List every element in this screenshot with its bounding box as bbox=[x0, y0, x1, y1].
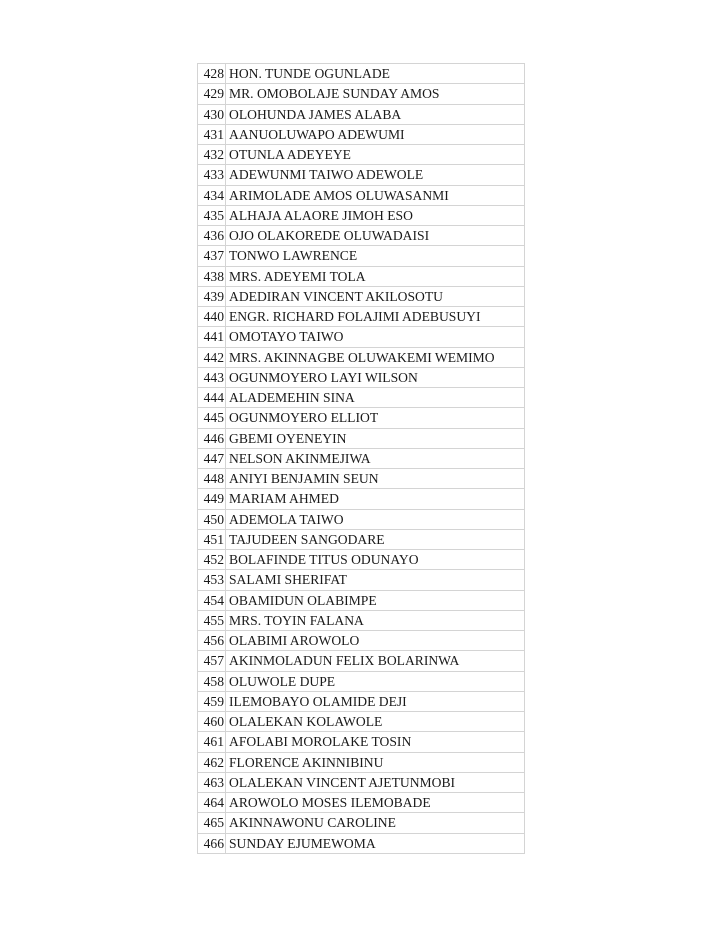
row-number: 451 bbox=[198, 529, 226, 549]
table-row bbox=[198, 64, 525, 84]
row-number: 430 bbox=[198, 104, 226, 124]
row-number: 453 bbox=[198, 570, 226, 590]
row-name: ANIYI BENJAMIN SEUN bbox=[226, 469, 525, 489]
name-list-body bbox=[198, 64, 525, 854]
row-number: 460 bbox=[198, 712, 226, 732]
row-name: OBAMIDUN OLABIMPE bbox=[226, 590, 525, 610]
row-name: SALAMI SHERIFAT bbox=[226, 570, 525, 590]
row-number: 450 bbox=[198, 509, 226, 529]
row-name: OLABIMI AROWOLO bbox=[226, 631, 525, 651]
row-number: 446 bbox=[198, 428, 226, 448]
table-row bbox=[198, 428, 525, 448]
row-name: SUNDAY EJUMEWOMA bbox=[226, 833, 525, 853]
table-row bbox=[198, 509, 525, 529]
row-number: 459 bbox=[198, 691, 226, 711]
row-number: 442 bbox=[198, 347, 226, 367]
row-name: ILEMOBAYO OLAMIDE DEJI bbox=[226, 691, 525, 711]
row-name: ADEDIRAN VINCENT AKILOSOTU bbox=[226, 286, 525, 306]
table-row bbox=[198, 388, 525, 408]
table-row bbox=[198, 124, 525, 144]
table-row bbox=[198, 691, 525, 711]
row-number: 432 bbox=[198, 145, 226, 165]
table-row bbox=[198, 226, 525, 246]
table-row bbox=[198, 489, 525, 509]
row-name: MR. OMOBOLAJE SUNDAY AMOS bbox=[226, 84, 525, 104]
table-row bbox=[198, 833, 525, 853]
table-row bbox=[198, 590, 525, 610]
row-name: AKINNAWONU CAROLINE bbox=[226, 813, 525, 833]
row-name: ARIMOLADE AMOS OLUWASANMI bbox=[226, 185, 525, 205]
row-name: OMOTAYO TAIWO bbox=[226, 327, 525, 347]
row-number: 466 bbox=[198, 833, 226, 853]
row-number: 431 bbox=[198, 124, 226, 144]
row-name: ENGR. RICHARD FOLAJIMI ADEBUSUYI bbox=[226, 307, 525, 327]
table-row bbox=[198, 347, 525, 367]
row-number: 447 bbox=[198, 448, 226, 468]
table-row bbox=[198, 408, 525, 428]
table-row bbox=[198, 712, 525, 732]
row-number: 448 bbox=[198, 469, 226, 489]
row-number: 445 bbox=[198, 408, 226, 428]
table-row bbox=[198, 286, 525, 306]
row-number: 458 bbox=[198, 671, 226, 691]
table-row bbox=[198, 550, 525, 570]
row-number: 436 bbox=[198, 226, 226, 246]
table-row bbox=[198, 145, 525, 165]
table-row bbox=[198, 570, 525, 590]
table-row bbox=[198, 671, 525, 691]
name-list-table bbox=[197, 63, 525, 854]
table-row bbox=[198, 651, 525, 671]
table-row bbox=[198, 732, 525, 752]
row-name: ADEMOLA TAIWO bbox=[226, 509, 525, 529]
table-row bbox=[198, 205, 525, 225]
row-name: OGUNMOYERO ELLIOT bbox=[226, 408, 525, 428]
row-number: 461 bbox=[198, 732, 226, 752]
row-name: MRS. AKINNAGBE OLUWAKEMI WEMIMO bbox=[226, 347, 525, 367]
row-name: AROWOLO MOSES ILEMOBADE bbox=[226, 793, 525, 813]
row-number: 434 bbox=[198, 185, 226, 205]
row-name: GBEMI OYENEYIN bbox=[226, 428, 525, 448]
row-name: TAJUDEEN SANGODARE bbox=[226, 529, 525, 549]
row-number: 435 bbox=[198, 205, 226, 225]
row-number: 465 bbox=[198, 813, 226, 833]
row-number: 464 bbox=[198, 793, 226, 813]
table-row bbox=[198, 631, 525, 651]
row-name: OLUWOLE DUPE bbox=[226, 671, 525, 691]
row-name: MARIAM AHMED bbox=[226, 489, 525, 509]
table-row bbox=[198, 307, 525, 327]
row-number: 440 bbox=[198, 307, 226, 327]
table-row bbox=[198, 469, 525, 489]
row-number: 455 bbox=[198, 610, 226, 630]
row-name: OJO OLAKOREDE OLUWADAISI bbox=[226, 226, 525, 246]
row-number: 449 bbox=[198, 489, 226, 509]
row-number: 441 bbox=[198, 327, 226, 347]
row-name: NELSON AKINMEJIWA bbox=[226, 448, 525, 468]
row-name: FLORENCE AKINNIBINU bbox=[226, 752, 525, 772]
row-number: 433 bbox=[198, 165, 226, 185]
table-row bbox=[198, 772, 525, 792]
table-row bbox=[198, 327, 525, 347]
row-name: AANUOLUWAPO ADEWUMI bbox=[226, 124, 525, 144]
row-number: 457 bbox=[198, 651, 226, 671]
row-name: MRS. TOYIN FALANA bbox=[226, 610, 525, 630]
row-number: 454 bbox=[198, 590, 226, 610]
table-row bbox=[198, 610, 525, 630]
row-name: OLALEKAN VINCENT AJETUNMOBI bbox=[226, 772, 525, 792]
row-name: ALADEMEHIN SINA bbox=[226, 388, 525, 408]
row-name: OGUNMOYERO LAYI WILSON bbox=[226, 367, 525, 387]
table-row bbox=[198, 266, 525, 286]
row-number: 439 bbox=[198, 286, 226, 306]
row-name: OLOHUNDA JAMES ALABA bbox=[226, 104, 525, 124]
row-name: AFOLABI MOROLAKE TOSIN bbox=[226, 732, 525, 752]
row-name: BOLAFINDE TITUS ODUNAYO bbox=[226, 550, 525, 570]
table-row bbox=[198, 367, 525, 387]
table-row bbox=[198, 752, 525, 772]
row-number: 463 bbox=[198, 772, 226, 792]
table-row bbox=[198, 185, 525, 205]
row-number: 438 bbox=[198, 266, 226, 286]
table-row bbox=[198, 246, 525, 266]
row-name: ADEWUNMI TAIWO ADEWOLE bbox=[226, 165, 525, 185]
row-number: 437 bbox=[198, 246, 226, 266]
row-name: TONWO LAWRENCE bbox=[226, 246, 525, 266]
table-row bbox=[198, 165, 525, 185]
row-number: 452 bbox=[198, 550, 226, 570]
row-name: ALHAJA ALAORE JIMOH ESO bbox=[226, 205, 525, 225]
row-name: OTUNLA ADEYEYE bbox=[226, 145, 525, 165]
row-number: 456 bbox=[198, 631, 226, 651]
table-row bbox=[198, 529, 525, 549]
table-row bbox=[198, 813, 525, 833]
row-name: MRS. ADEYEMI TOLA bbox=[226, 266, 525, 286]
row-number: 428 bbox=[198, 64, 226, 84]
row-number: 462 bbox=[198, 752, 226, 772]
row-number: 444 bbox=[198, 388, 226, 408]
row-number: 429 bbox=[198, 84, 226, 104]
table-row bbox=[198, 104, 525, 124]
row-name: OLALEKAN KOLAWOLE bbox=[226, 712, 525, 732]
table-row bbox=[198, 84, 525, 104]
row-name: AKINMOLADUN FELIX BOLARINWA bbox=[226, 651, 525, 671]
table-row bbox=[198, 793, 525, 813]
table-row bbox=[198, 448, 525, 468]
row-name: HON. TUNDE OGUNLADE bbox=[226, 64, 525, 84]
row-number: 443 bbox=[198, 367, 226, 387]
